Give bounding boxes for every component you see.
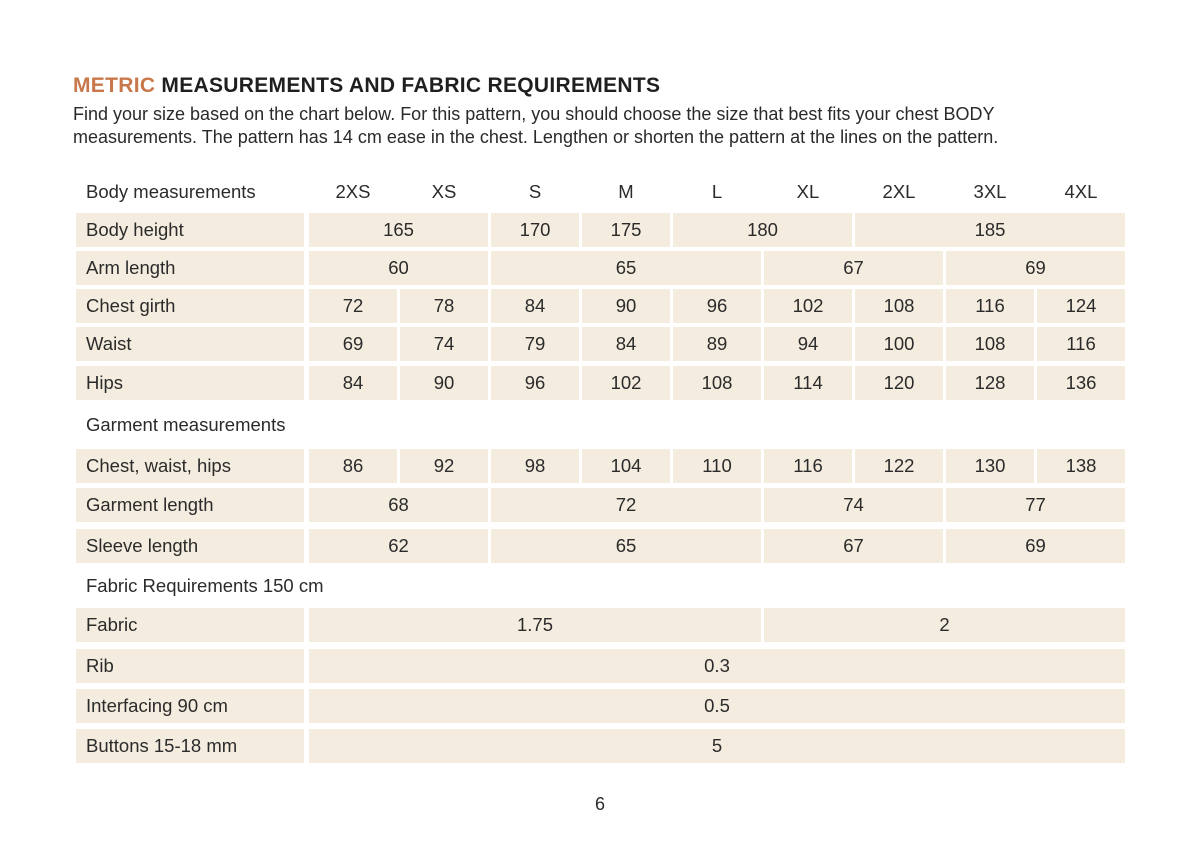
size-header-s: S xyxy=(528,181,542,202)
section-label-body: Body measurements xyxy=(86,181,256,202)
value-cell: 68 xyxy=(309,488,488,522)
value-cell: 69 xyxy=(946,251,1125,285)
row-label: Rib xyxy=(76,649,304,683)
value-cell: 90 xyxy=(582,289,670,323)
value-cell: 108 xyxy=(855,289,943,323)
value-cell: 185 xyxy=(855,213,1125,247)
value-cell: 78 xyxy=(400,289,488,323)
value-cell: 120 xyxy=(855,366,943,400)
value-cell: 138 xyxy=(1037,449,1125,483)
value-cell: 67 xyxy=(764,529,943,563)
value-cell: 60 xyxy=(309,251,488,285)
value-cell: 84 xyxy=(491,289,579,323)
value-cell: 69 xyxy=(309,327,397,361)
value-cell: 96 xyxy=(673,289,761,323)
size-header-4xl: 4XL xyxy=(1064,181,1098,202)
intro-text xyxy=(73,103,1133,149)
value-cell: 79 xyxy=(491,327,579,361)
row-label: Fabric xyxy=(76,608,304,642)
value-cell: 122 xyxy=(855,449,943,483)
size-header-l: L xyxy=(711,181,723,202)
value-cell: 5 xyxy=(309,729,1125,763)
value-cell: 100 xyxy=(855,327,943,361)
value-cell: 74 xyxy=(400,327,488,361)
value-cell: 69 xyxy=(946,529,1125,563)
value-cell: 98 xyxy=(491,449,579,483)
row-label: Chest, waist, hips xyxy=(76,449,304,483)
value-cell: 86 xyxy=(309,449,397,483)
value-cell: 90 xyxy=(400,366,488,400)
intro-line-2: measurements. The pattern has 14 cm ease in the chest. Lengthen or shorten the pattern at the lines on the pattern. xyxy=(73,127,999,147)
section-label-garment: Garment measurements xyxy=(86,414,286,435)
heading-accent: METRIC xyxy=(73,74,156,97)
value-cell: 0.3 xyxy=(309,649,1125,683)
size-header-2xs: 2XS xyxy=(335,181,371,202)
row-label: Sleeve length xyxy=(76,529,304,563)
value-cell: 124 xyxy=(1037,289,1125,323)
intro-line-1: Find your size based on the chart below. For this pattern, you should choose the size that best fits your chest BODY xyxy=(73,104,995,124)
value-cell: 96 xyxy=(491,366,579,400)
value-cell: 128 xyxy=(946,366,1034,400)
value-cell: 84 xyxy=(309,366,397,400)
value-cell: 65 xyxy=(491,529,761,563)
value-cell: 165 xyxy=(309,213,488,247)
value-cell: 65 xyxy=(491,251,761,285)
value-cell: 116 xyxy=(946,289,1034,323)
row-label: Hips xyxy=(76,366,304,400)
page-number: 6 xyxy=(594,794,605,814)
heading-rest: MEASUREMENTS AND FABRIC REQUIREMENTS xyxy=(155,74,661,97)
value-cell: 130 xyxy=(946,449,1034,483)
value-cell: 84 xyxy=(582,327,670,361)
value-cell: 114 xyxy=(764,366,852,400)
value-cell: 72 xyxy=(491,488,761,522)
row-label: Interfacing 90 cm xyxy=(76,689,304,723)
value-cell: 136 xyxy=(1037,366,1125,400)
value-cell: 175 xyxy=(582,213,670,247)
row-label: Waist xyxy=(76,327,304,361)
row-label: Body height xyxy=(76,213,304,247)
value-cell: 102 xyxy=(764,289,852,323)
row-label: Garment length xyxy=(76,488,304,522)
page-heading xyxy=(73,74,660,98)
size-header-3xl: 3XL xyxy=(973,181,1007,202)
value-cell: 77 xyxy=(946,488,1125,522)
row-label: Chest girth xyxy=(76,289,304,323)
value-cell: 0.5 xyxy=(309,689,1125,723)
value-cell: 92 xyxy=(400,449,488,483)
size-header-xl: XL xyxy=(796,181,820,202)
value-cell: 104 xyxy=(582,449,670,483)
value-cell: 116 xyxy=(1037,327,1125,361)
value-cell: 74 xyxy=(764,488,943,522)
value-cell: 170 xyxy=(491,213,579,247)
value-cell: 102 xyxy=(582,366,670,400)
section-label-fabric: Fabric Requirements 150 cm xyxy=(86,575,324,596)
value-cell: 116 xyxy=(764,449,852,483)
value-cell: 62 xyxy=(309,529,488,563)
row-label: Buttons 15-18 mm xyxy=(76,729,304,763)
value-cell: 94 xyxy=(764,327,852,361)
value-cell: 110 xyxy=(673,449,761,483)
value-cell: 108 xyxy=(673,366,761,400)
value-cell: 72 xyxy=(309,289,397,323)
size-header-xs: XS xyxy=(431,181,457,202)
value-cell: 1.75 xyxy=(309,608,761,642)
value-cell: 67 xyxy=(764,251,943,285)
row-label: Arm length xyxy=(76,251,304,285)
value-cell: 180 xyxy=(673,213,852,247)
value-cell: 89 xyxy=(673,327,761,361)
value-cell: 108 xyxy=(946,327,1034,361)
size-header-m: M xyxy=(618,181,634,202)
size-header-2xl: 2XL xyxy=(882,181,916,202)
value-cell: 2 xyxy=(764,608,1125,642)
